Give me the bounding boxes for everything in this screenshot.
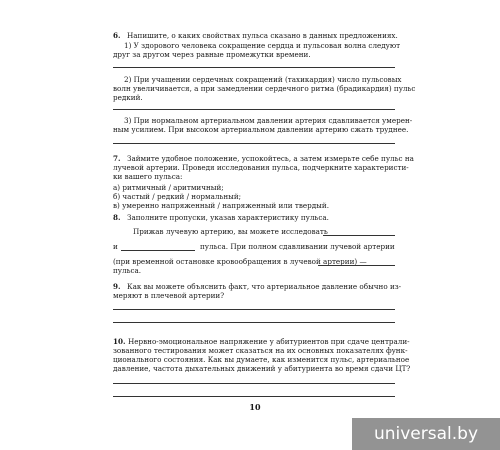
answer-line[interactable] xyxy=(113,109,395,110)
q6-statement-2-line-1: 2) При учащении сердечных сокращений (тахикардия) число пульсовых xyxy=(124,75,402,84)
answer-line[interactable] xyxy=(113,309,395,310)
q7-option-b[interactable]: б) частый / редкий / нормальный; xyxy=(113,192,242,201)
q10-line-1: Нервно-эмоциональное напряжение у абитуриентов при сдаче централи- xyxy=(128,337,410,346)
q6-statement-1-line-1: 1) У здорового человека сокращение сердца и пульсовая волна следуют xyxy=(124,41,401,50)
q7-option-a[interactable]: а) ритмичный / аритмичный; xyxy=(113,183,224,192)
q6-statement-1-line-2: друг за другом через равные промежутки времени. xyxy=(113,50,311,59)
q8-number: 8. xyxy=(113,213,121,222)
q8-line-4: пульса. xyxy=(113,266,142,275)
q8-line-3: (при временной остановке кровообращения в лучевой артерии) — xyxy=(113,257,367,266)
q6-number: 6. xyxy=(113,31,121,40)
q6-statement-3-line-2: ным усилием. При высоком артериальном давлении артерию сжать труднее. xyxy=(113,125,409,134)
q10-line-4: давление, частота дыхательных движений у абитуриента во время сдачи ЦТ? xyxy=(113,364,411,373)
q7-line-1: Займите удобное положение, успокойтесь, а затем измерьте себе пульс на xyxy=(127,154,414,163)
q10-number: 10. xyxy=(113,337,126,346)
q7-line-3: ки вашего пульса: xyxy=(113,172,183,181)
q6-statement-3-line-1: 3) При нормальном артериальном давлении артерия сдавливается умерен- xyxy=(124,116,413,125)
q7-line-2: лучевой артерии. Проведя исследования пульса, подчеркните характеристи- xyxy=(113,163,409,172)
q9-line-1: Как вы можете объяснить факт, что артериальное давление обычно из- xyxy=(127,282,402,291)
fill-blank-3[interactable] xyxy=(318,265,395,266)
answer-line[interactable] xyxy=(113,143,395,144)
q9-line-2: меряют в плечевой артерии? xyxy=(113,291,225,300)
fill-blank-2[interactable] xyxy=(121,250,195,251)
fill-blank-1[interactable] xyxy=(323,235,395,236)
q8-line-2-and: и xyxy=(113,242,118,251)
answer-line[interactable] xyxy=(113,67,395,68)
q7-option-c[interactable]: в) умеренно напряженный / напряженный или твердый. xyxy=(113,201,329,210)
q10-line-3: ционального состояния. Как вы думаете, как изменится пульс, артериальное xyxy=(113,355,410,364)
answer-line[interactable] xyxy=(113,322,395,323)
q7-number: 7. xyxy=(113,154,121,163)
q10-line-2: зованного тестирования может сказаться на их основных показателях функ- xyxy=(113,346,408,355)
q6-statement-2-line-2: волн увеличивается, а при замедлении сердечного ритма (брадикардия) пульс xyxy=(113,84,416,93)
q8-line-2-rest: пульса. При полном сдавливании лучевой артерии xyxy=(200,242,395,251)
q6-title: Напишите, о каких свойствах пульса сказано в данных предложениях. xyxy=(127,31,398,40)
answer-line[interactable] xyxy=(113,396,395,397)
q6-statement-2-line-3: редкий. xyxy=(113,93,143,102)
q8-line-1: Прижав лучевую артерию, вы можете исследовать xyxy=(133,227,328,236)
q9-number: 9. xyxy=(113,282,121,291)
watermark: universal.by xyxy=(352,418,500,450)
answer-line[interactable] xyxy=(113,383,395,384)
q8-title: Заполните пропуски, указав характеристику пульса. xyxy=(127,213,329,222)
page-number: 10 xyxy=(249,402,261,412)
